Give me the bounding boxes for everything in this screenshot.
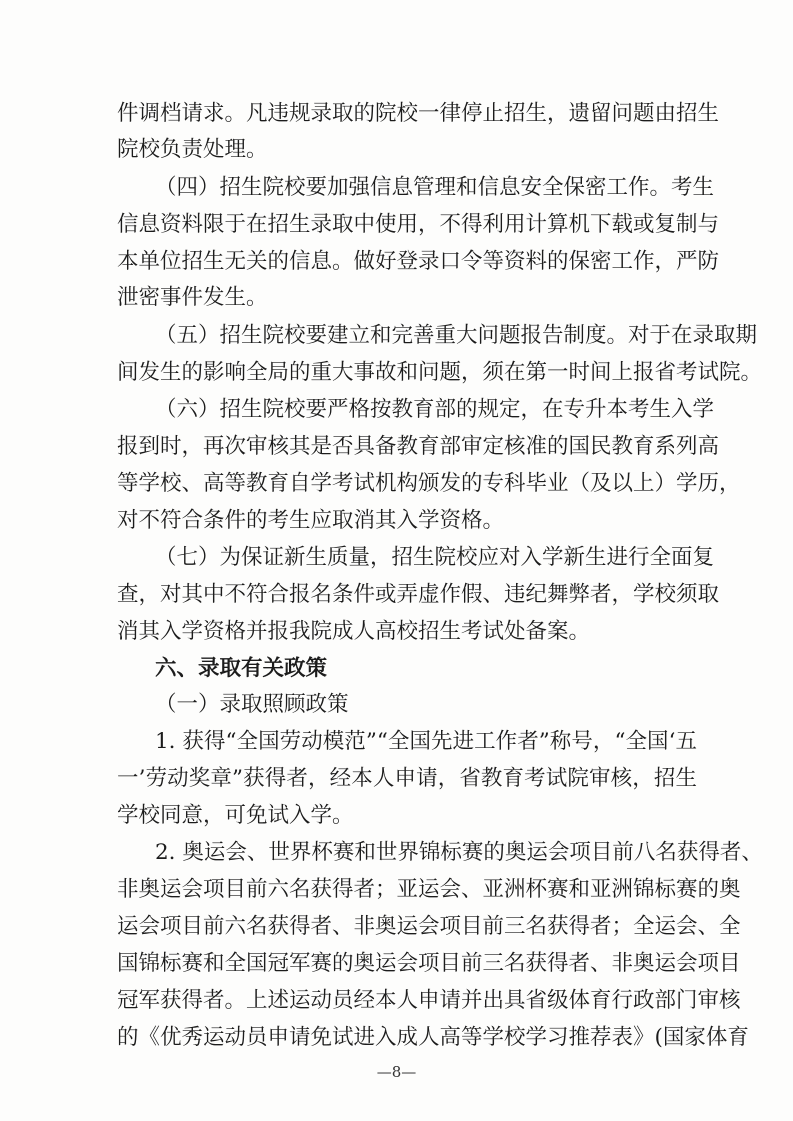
text-line: 查，对其中不符合报名条件或弄虚作假、违纪舞弊者，学校须取 [117,582,720,607]
text-line: （七）为保证新生质量，招生院校应对入学新生进行全面复 [155,545,715,570]
page-number: —8— [376,1063,417,1081]
text-line: 1. 获得“全国劳动模范”“全国先进工作者”称号，“全国‘五 [155,729,697,754]
section-heading: 六、录取有关政策 [155,656,328,681]
text-line: 运会项目前六名获得者、非奥运会项目前三名获得者；全运会、全 [117,914,741,939]
text-line: （六）招生院校要严格按教育部的规定，在专升本考生入学 [155,397,715,422]
text-line: 学校同意，可免试入学。 [117,803,354,828]
text-line: 间发生的影响全局的重大事故和问题，须在第一时间上报省考试院。 [117,360,763,385]
text-line: （五）招生院校要建立和完善重大问题报告制度。对于在录取期 [155,323,758,348]
text-line: 对不符合条件的考生应取消其入学资格。 [117,508,505,533]
text-line: 消其入学资格并报我院成人高校招生考试处备案。 [117,619,591,644]
text-line: 等学校、高等教育自学考试机构颁发的专科毕业（及以上）学历， [117,471,741,496]
text-line: 非奥运会项目前六名获得者；亚运会、亚洲杯赛和亚洲锦标赛的奥 [117,877,741,902]
text-line: 2. 奥运会、世界杯赛和世界锦标赛的奥运会项目前八名获得者、 [155,840,763,865]
text-line: 信息资料限于在招生录取中使用，不得利用计算机下载或复制与 [117,212,720,237]
text-line: 本单位招生无关的信息。做好登录口令等资料的保密工作，严防 [117,249,720,274]
text-line: 的《优秀运动员申请免试进入成人高等学校学习推荐表》(国家体育 [117,1025,749,1050]
text-line: 泄密事件发生。 [117,285,268,310]
text-line: 一’劳动奖章”获得者，经本人申请，省教育考试院审核，招生 [117,766,697,791]
text-line: 报到时，再次审核其是否具备教育部审定核准的国民教育系列高 [117,434,720,459]
text-line: 件调档请求。凡违规录取的院校一律停止招生，遗留问题由招生 [117,101,720,126]
subsection-heading: （一）录取照顾政策 [155,692,349,717]
text-line: 院校负责处理。 [117,137,268,162]
text-line: （四）招生院校要加强信息管理和信息安全保密工作。考生 [155,175,715,200]
text-line: 国锦标赛和全国冠军赛的奥运会项目前三名获得者、非奥运会项目 [117,951,741,976]
text-line: 冠军获得者。上述运动员经本人申请并出具省级体育行政部门审核 [117,988,741,1013]
